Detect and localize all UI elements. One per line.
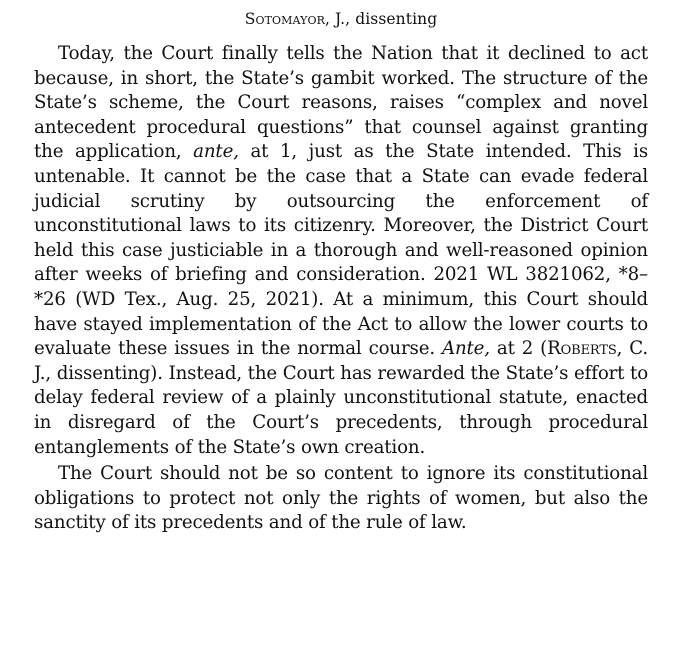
- opinion-page: [34, 8, 648, 536]
- p1-ante-2: Ante,: [441, 338, 490, 360]
- running-header: [34, 8, 648, 30]
- p1-text-3: at 2 (: [489, 338, 548, 360]
- header-author: Sotomayor: [244, 10, 325, 28]
- opinion-paragraph-2: The Court should not be so content to ignore its constitutional obligations to protect not only the rights of women, but also the sanctity of its precedents and of the rule of law.: [34, 463, 648, 534]
- header-suffix: , J., dissenting: [324, 10, 438, 28]
- p1-text-4: , C. J., dissenting). Instead, the Court has rewarded the State’s effort to delay federal review of a plainly unconstitutional statute, enacted in disregard of the Court’s precedents, through procedural entanglements of the State’s own creation.: [34, 338, 648, 458]
- p1-roberts: Roberts: [547, 338, 617, 360]
- p1-ante-1: ante,: [193, 141, 239, 163]
- p1-text-1: Today, the Court finally tells the Nation that it declined to act because, in short, the State’s gambit worked. The structure of the State’s scheme, the Court reasons, raises “complex and novel antecedent procedural questions” that counsel against granting the application,: [34, 43, 648, 163]
- p1-text-2: at 1, just as the State intended. This is untenable. It cannot be the case that a State can evade federal judicial scrutiny by outsourcing the enforcement of unconstitutional laws to its citizenry. Moreover, the District Court held this case justiciable in a thorough and well-reasoned opinion after weeks of briefing and consideration. 2021 WL 3821062, *8–*26 (WD Tex., Aug. 25, 2021). At a minimum, this Court should have stayed implementation of the Act to allow the lower courts to evaluate these issues in the normal course.: [34, 141, 648, 360]
- opinion-paragraph-1: [34, 42, 648, 460]
